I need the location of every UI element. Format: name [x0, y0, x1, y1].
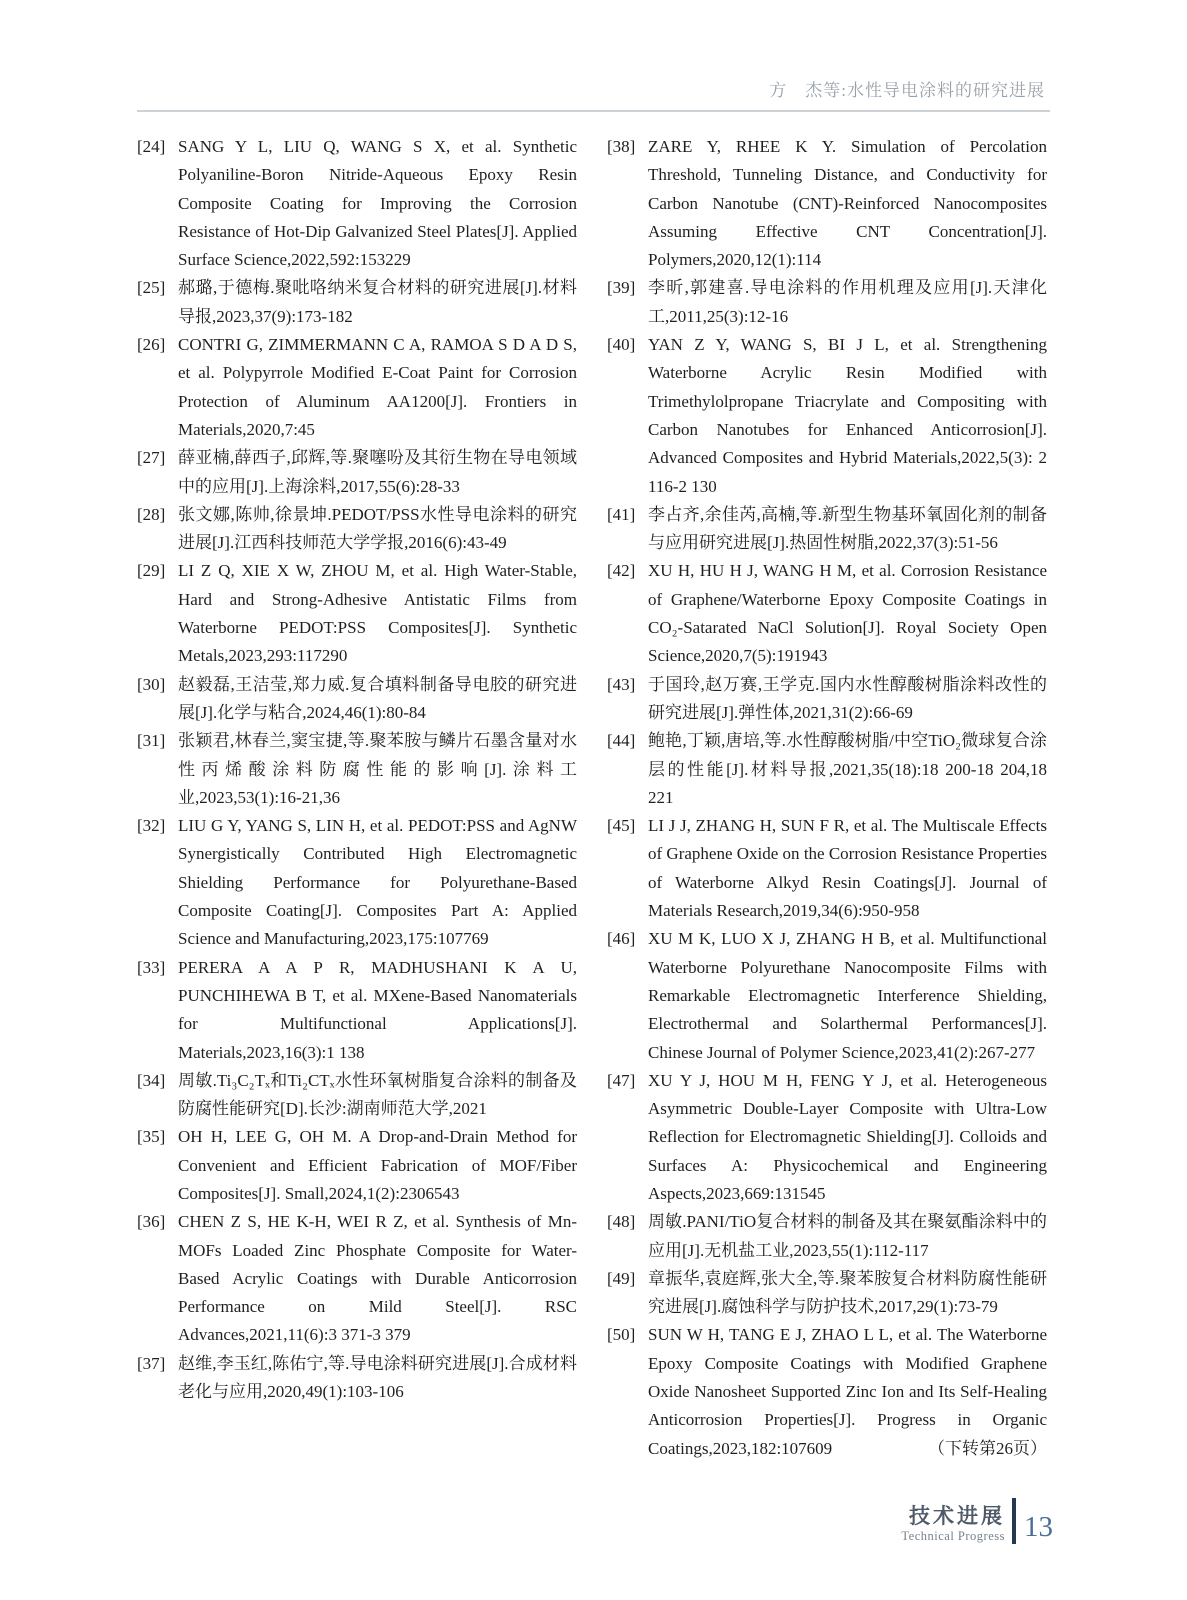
reference-item: [137, 133, 577, 274]
reference-item: [607, 1265, 1047, 1322]
reference-number: [48]: [607, 1212, 636, 1232]
reference-text: LI Z Q, XIE X W, ZHOU M, et al. High Water-Stable, Hard and Strong-Adhesive Antistatic Films from Waterborne PEDOT:PSS Composites[J]. Synthetic Metals,2023,293:117290: [178, 561, 577, 666]
reference-text: YAN Z Y, WANG S, BI J L, et al. Strengthening Waterborne Acrylic Resin Modified with Trimethylolpropane Triacrylate and Compositing with Carbon Nanotubes for Enhanced Anticorrosion[J]. Advanced Composites and Hybrid Materials,2022,5(3): 2 116-2 130: [648, 335, 1047, 496]
reference-number: [35]: [137, 1127, 166, 1147]
reference-text: XU H, HU H J, WANG H M, et al. Corrosion Resistance of Graphene/Waterborne Epoxy Composite Coatings in CO₂-Satarated NaCl Solution[J]. Royal Society Open Science,2020,7(5):191943: [648, 561, 1047, 666]
reference-item: [137, 1123, 577, 1208]
reference-item: [607, 812, 1047, 925]
reference-number: [45]: [607, 816, 636, 836]
reference-number: [50]: [607, 1325, 636, 1345]
reference-number: [47]: [607, 1070, 636, 1090]
reference-number: [40]: [607, 335, 636, 355]
reference-item: [137, 1208, 577, 1349]
references-section: [137, 133, 1047, 1463]
footer-section-title-en: Technical Progress: [901, 1529, 1005, 1543]
reference-item: [137, 501, 577, 558]
reference-number: [46]: [607, 929, 636, 949]
reference-text: 张颖君,林春兰,窦宝捷,等.聚苯胺与鳞片石墨含量对水性丙烯酸涂料防腐性能的影响[J].涂料工业,2023,53(1):16-21,36: [178, 731, 577, 807]
reference-number: [34]: [137, 1070, 166, 1090]
reference-text: CONTRI G, ZIMMERMANN C A, RAMOA S D A D S, et al. Polypyrrole Modified E-Coat Paint for Corrosion Protection of Aluminum AA1200[J]. Frontiers in Materials,2020,7:45: [178, 335, 577, 439]
reference-text: OH H, LEE G, OH M. A Drop-and-Drain Method for Convenient and Efficient Fabrication of MOF/Fiber Composites[J]. Small,2024,1(2):2306543: [178, 1127, 577, 1203]
reference-item: [137, 444, 577, 501]
reference-text: 周敏.PANI/TiO复合材料的制备及其在聚氨酯涂料中的应用[J].无机盐工业,2023,55(1):112-117: [648, 1212, 1047, 1260]
reference-item: [137, 331, 577, 444]
reference-item: [607, 501, 1047, 558]
reference-number: [33]: [137, 957, 166, 977]
reference-item: [137, 1067, 577, 1124]
reference-text: ZARE Y, RHEE K Y. Simulation of Percolation Threshold, Tunneling Distance, and Conductivity for Carbon Nanotube (CNT)-Reinforced Nanocomposites Assuming Effective CNT Concentration[J]. Polymers,2020,12(1):114: [648, 137, 1047, 270]
reference-text: 张文娜,陈帅,徐景坤.PEDOT/PSS水性导电涂料的研究进展[J].江西科技师范大学学报,2016(6):43-49: [178, 504, 577, 553]
reference-number: [44]: [607, 731, 636, 751]
reference-number: [30]: [137, 674, 166, 694]
page-footer: [901, 1498, 1053, 1544]
reference-item: [607, 727, 1047, 812]
reference-number: [37]: [137, 1353, 166, 1373]
reference-item: [137, 274, 577, 331]
reference-number: [32]: [137, 816, 166, 836]
reference-text: 赵维,李玉红,陈佑宁,等.导电涂料研究进展[J].合成材料老化与应用,2020,49(1):103-106: [178, 1353, 577, 1402]
reference-text: 李昕,郭建喜.导电涂料的作用机理及应用[J].天津化工,2011,25(3):12-16: [648, 278, 1047, 326]
reference-number: [28]: [137, 504, 166, 524]
reference-number: [49]: [607, 1268, 636, 1288]
reference-item: [607, 1067, 1047, 1208]
header-divider: [137, 110, 1050, 112]
reference-text: XU M K, LUO X J, ZHANG H B, et al. Multifunctional Waterborne Polyurethane Nanocomposite Films with Remarkable Electromagnetic Interference Shielding, Electrothermal and Solarthermal Performances[J]. Chinese Journal of Polymer Science,2023,41(2):267-277: [648, 929, 1047, 1062]
reference-item: [137, 557, 577, 670]
reference-item: [137, 671, 577, 728]
reference-number: [31]: [137, 731, 166, 751]
reference-number: [27]: [137, 448, 166, 468]
footer-section-title-cn: 技术进展: [909, 1504, 1005, 1528]
reference-item: [137, 812, 577, 953]
continuation-note: （下转第26页）: [928, 1438, 1047, 1458]
reference-text: PERERA A A P R, MADHUSHANI K A U, PUNCHIHEWA B T, et al. MXene-Based Nanomaterials for Multifunctional Applications[J]. Materials,2023,16(3):1 138: [178, 957, 577, 1062]
reference-number: [25]: [137, 278, 166, 298]
reference-item: [137, 1350, 577, 1407]
reference-item: [607, 925, 1047, 1066]
running-head-title: 方 杰等:水性导电涂料的研究进展: [769, 81, 1045, 100]
reference-text: 鲍艳,丁颖,唐培,等.水性醇酸树脂/中空TiO₂微球复合涂层的性能[J].材料导报,2021,35(18):18 200-18 204,18 221: [648, 731, 1047, 807]
reference-item: [137, 727, 577, 812]
reference-text: 李占齐,余佳芮,高楠,等.新型生物基环氧固化剂的制备与应用研究进展[J].热固性树脂,2022,37(3):51-56: [648, 504, 1047, 553]
reference-text: XU Y J, HOU M H, FENG Y J, et al. Heterogeneous Asymmetric Double-Layer Composite with Ultra-Low Reflection for Electromagnetic Shielding[J]. Colloids and Surfaces A: Physicochemical and Engineering Aspects,2023,669:131545: [648, 1070, 1047, 1203]
reference-number: [26]: [137, 335, 166, 355]
reference-number: [39]: [607, 278, 636, 298]
reference-item: [607, 557, 1047, 670]
reference-text: LI J J, ZHANG H, SUN F R, et al. The Multiscale Effects of Graphene Oxide on the Corrosion Resistance Properties of Waterborne Alkyd Resin Coatings[J]. Journal of Materials Research,2019,34(6):950-958: [648, 816, 1047, 921]
reference-text: 周敏.Ti₃C₂Tₓ和Ti₂CTₓ水性环氧树脂复合涂料的制备及防腐性能研究[D].长沙:湖南师范大学,2021: [178, 1070, 577, 1119]
footer-section-labels: [901, 1505, 1005, 1544]
reference-item: [607, 671, 1047, 728]
reference-number: [24]: [137, 137, 166, 156]
reference-item: [607, 331, 1047, 501]
references-column-left: [137, 133, 577, 1463]
reference-item: [607, 274, 1047, 331]
reference-text: 郝璐,于德梅.聚吡咯纳米复合材料的研究进展[J].材料导报,2023,37(9):173-182: [178, 278, 577, 326]
reference-item: [607, 133, 1047, 274]
page-number: 13: [1024, 1511, 1053, 1543]
reference-item: [607, 1321, 1047, 1462]
reference-number: [41]: [607, 504, 636, 524]
footer-divider-bar: [1012, 1498, 1016, 1544]
reference-text: 薛亚楠,薛西子,邱辉,等.聚噻吩及其衍生物在导电领域中的应用[J].上海涂料,2017,55(6):28-33: [178, 448, 577, 496]
reference-number: [36]: [137, 1212, 166, 1232]
reference-text: CHEN Z S, HE K-H, WEI R Z, et al. Synthesis of Mn-MOFs Loaded Zinc Phosphate Composite for Water-Based Acrylic Coatings with Durable Anticorrosion Performance on Mild Steel[J]. RSC Advances,2021,11(6):3 371-3 379: [178, 1212, 577, 1345]
reference-text: SANG Y L, LIU Q, WANG S X, et al. Synthetic Polyaniline-Boron Nitride-Aqueous Epoxy Resin Composite Coating for Improving the Corrosion Resistance of Hot-Dip Galvanized Steel Plates[J]. Applied Surface Science,2022,592:153229: [178, 137, 577, 270]
reference-text: 于国玲,赵万赛,王学克.国内水性醇酸树脂涂料改性的研究进展[J].弹性体,2021,31(2):66-69: [648, 674, 1047, 722]
reference-number: [42]: [607, 561, 636, 581]
reference-text: 赵毅磊,王洁莹,郑力威.复合填料制备导电胶的研究进展[J].化学与粘合,2024,46(1):80-84: [178, 674, 577, 722]
reference-item: [137, 954, 577, 1067]
reference-number: [29]: [137, 561, 166, 581]
references-column-right: [607, 133, 1047, 1463]
reference-text: LIU G Y, YANG S, LIN H, et al. PEDOT:PSS and AgNW Synergistically Contributed High Electromagnetic Shielding Performance for Polyurethane-Based Composite Coating[J]. Composites Part A: Applied Science and Manufacturing,2023,175:107769: [178, 816, 577, 949]
reference-number: [43]: [607, 674, 636, 694]
reference-number: [38]: [607, 137, 636, 156]
reference-text: SUN W H, TANG E J, ZHAO L L, et al. The Waterborne Epoxy Composite Coatings with Modified Graphene Oxide Nanosheet Supported Zinc Ion and Its Self-Healing Anticorrosion Properties[J]. Progress in Organic Coatings,2023,182:107609: [648, 1325, 1047, 1458]
reference-item: [607, 1208, 1047, 1265]
reference-text: 章振华,袁庭辉,张大全,等.聚苯胺复合材料防腐性能研究进展[J].腐蚀科学与防护技术,2017,29(1):73-79: [648, 1268, 1047, 1317]
